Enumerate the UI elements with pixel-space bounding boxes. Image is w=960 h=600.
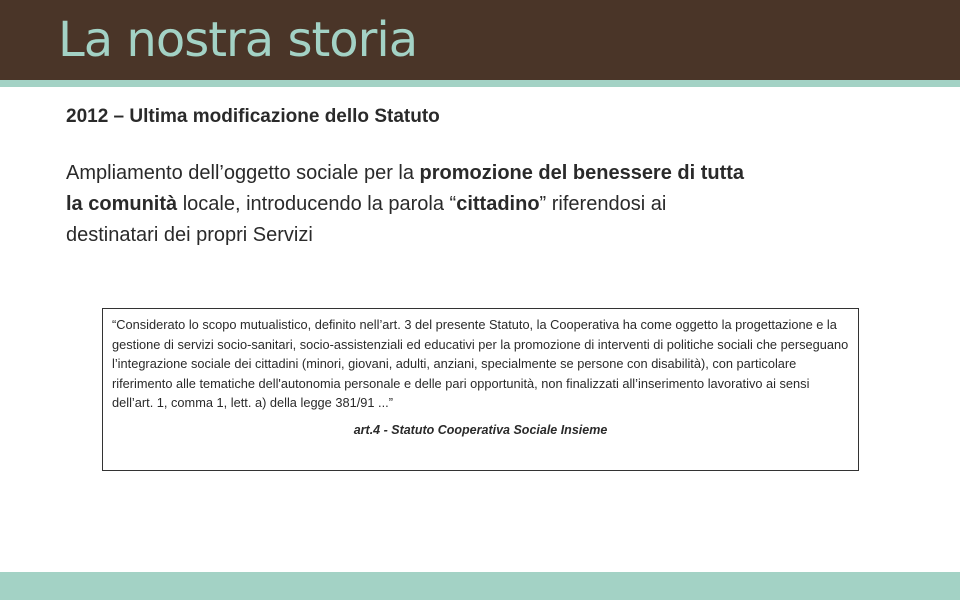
quote-source: art.4 - Statuto Cooperativa Sociale Insieme bbox=[353, 422, 608, 437]
body-paragraph bbox=[66, 158, 826, 251]
body-line-2 bbox=[66, 189, 826, 220]
body-text: ” riferendosi ai bbox=[539, 193, 667, 215]
slide-subtitle: 2012 – Ultima modificazione dello Statuto bbox=[66, 106, 440, 127]
body-emphasis: cittadino bbox=[456, 193, 540, 215]
footer-band bbox=[0, 572, 960, 600]
body-emphasis: promozione del benessere di tutta bbox=[419, 162, 745, 184]
body-text: locale, introducendo la parola “ bbox=[177, 193, 457, 215]
header-accent-stripe bbox=[0, 80, 960, 87]
quote-text: “Considerato lo scopo mutualistico, definito nell’art. 3 del presente Statuto, la Cooperativa ha come oggetto la progettazione e la gestione di servizi socio-sanitari, socio-assistenziali ed educativi per la promozione di interventi di politiche sociali che perseguano l’integrazione sociale dei cittadini (minori, giovani, adulti, anziani, specialmente se persone con disabilità), con particolare riferimento alle tematiche dell'autonomia personale e delle pari opportunità, non finalizzati all’inserimento lavorativo ai sensi dell’art. 1, comma 1, lett. a) della legge 381/91 ...” bbox=[112, 317, 849, 411]
slide-title: La nostra storia bbox=[58, 12, 418, 68]
body-emphasis: la comunità bbox=[66, 193, 178, 215]
body-line-1 bbox=[66, 158, 826, 189]
title-bar bbox=[0, 0, 960, 80]
quote-box bbox=[102, 308, 859, 471]
body-line-3: destinatari dei propri Servizi bbox=[66, 224, 313, 246]
body-text: Ampliamento dell’oggetto sociale per la bbox=[66, 162, 420, 184]
